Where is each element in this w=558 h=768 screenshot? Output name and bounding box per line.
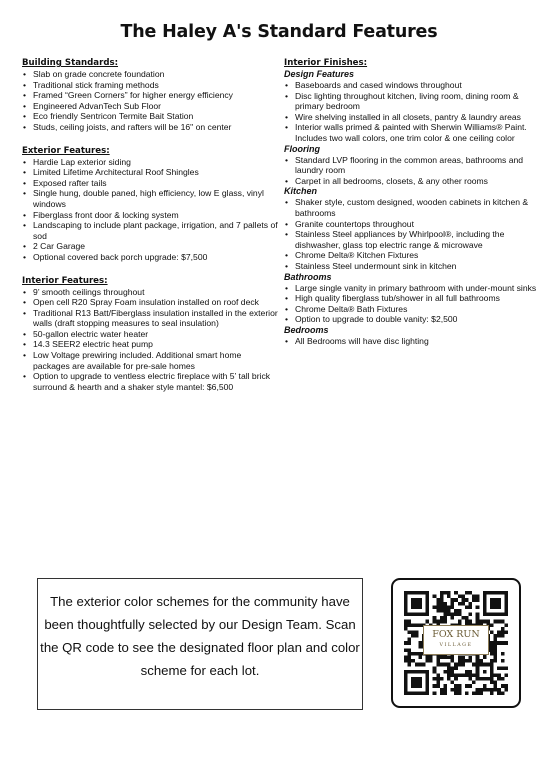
kitchen-list xyxy=(284,197,542,271)
list-item: • Option to upgrade to double vanity: $2,500 xyxy=(284,314,542,325)
list-item: • Baseboards and cased windows throughout xyxy=(284,80,542,91)
list-item: • Standard LVP flooring in the common areas, bathrooms and laundry room xyxy=(284,155,542,176)
list-item: • Engineered AdvanTech Sub Floor xyxy=(22,101,278,112)
list-item: • Optional covered back porch upgrade: $7,500 xyxy=(22,252,278,263)
list-item: • Traditional R13 Batt/Fiberglass insulation installed in the exterior walls (draft stopping measures to seal insulation) xyxy=(22,308,278,329)
page-title: The Haley A's Standard Features xyxy=(120,22,438,42)
flooring-subheading: Flooring xyxy=(284,143,320,154)
list-item: • 50-gallon electric water heater xyxy=(22,329,278,340)
left-column xyxy=(22,58,278,392)
list-item: • Landscaping to include plant package, irrigation, and 7 pallets of sod xyxy=(22,220,278,241)
list-item: • Wire shelving installed in all closets, pantry & laundry areas xyxy=(284,112,542,123)
kitchen-subheading: Kitchen xyxy=(284,186,318,197)
fox-run-logo xyxy=(423,625,489,655)
interior-finishes-heading: Interior Finishes: xyxy=(284,58,368,68)
building-standards-heading: Building Standards: xyxy=(22,58,119,68)
bathrooms-subheading: Bathrooms xyxy=(284,271,332,282)
list-item: • Stainless Steel appliances by Whirlpool®, including the dishwasher, glass top electric range & microwave xyxy=(284,229,542,250)
list-item: • Traditional stick framing methods xyxy=(22,80,278,91)
list-item: • Shaker style, custom designed, wooden cabinets in kitchen & bathrooms xyxy=(284,197,542,218)
list-item: • Interior walls primed & painted with Sherwin Williams® Paint. Includes two wall colors, one trim color & one ceiling color xyxy=(284,122,542,143)
list-item: • Framed “Green Corners” for higher energy efficiency xyxy=(22,90,278,101)
logo-sub-text: VILLAGE xyxy=(439,643,473,648)
bedrooms-list xyxy=(284,336,542,347)
list-item: • Single hung, double paned, high efficiency, low E glass, vinyl windows xyxy=(22,188,278,209)
list-item: • Carpet in all bedrooms, closets, & any other rooms xyxy=(284,176,542,187)
interior-features-list xyxy=(22,287,278,393)
bedrooms-subheading: Bedrooms xyxy=(284,324,329,335)
color-scheme-info-box: The exterior color schemes for the community have been thoughtfully selected by our Design Team. Scan the QR code to see the designated floor plan and color scheme for each lot. xyxy=(37,578,363,710)
flooring-list xyxy=(284,155,542,187)
list-item: • Eco friendly Sentricon Termite Bait Station xyxy=(22,111,278,122)
right-column xyxy=(284,58,542,346)
list-item: • Granite countertops throughout xyxy=(284,219,542,230)
logo-main-text: FOX RUN xyxy=(432,629,480,640)
list-item: • Hardie Lap exterior siding xyxy=(22,157,278,168)
list-item: • Studs, ceiling joists, and rafters will be 16" on center xyxy=(22,122,278,133)
list-item: • Chrome Delta® Kitchen Fixtures xyxy=(284,250,542,261)
building-standards-list xyxy=(22,69,278,133)
exterior-features-heading: Exterior Features: xyxy=(22,145,110,156)
list-item: • Disc lighting throughout kitchen, living room, dining room & primary bedroom xyxy=(284,91,542,112)
exterior-features-list xyxy=(22,157,278,263)
list-item: • All Bedrooms will have disc lighting xyxy=(284,336,542,347)
list-item: • Exposed rafter tails xyxy=(22,178,278,189)
list-item: • Option to upgrade to ventless electric fireplace with 5’ tall brick surround & hearth and a shaker style mantel: $6,500 xyxy=(22,371,278,392)
list-item: • Fiberglass front door & locking system xyxy=(22,210,278,221)
bathrooms-list xyxy=(284,283,542,325)
list-item: • Slab on grade concrete foundation xyxy=(22,69,278,80)
list-item: • 14.3 SEER2 electric heat pump xyxy=(22,339,278,350)
list-item: • Stainless Steel undermount sink in kitchen xyxy=(284,261,542,272)
design-features-list xyxy=(284,80,542,144)
qr-code-frame[interactable] xyxy=(391,578,521,708)
list-item: • Large single vanity in primary bathroom with under-mount sinks xyxy=(284,283,542,294)
list-item: • Limited Lifetime Architectural Roof Shingles xyxy=(22,167,278,178)
list-item: • 9’ smooth ceilings throughout xyxy=(22,287,278,298)
design-features-subheading: Design Features xyxy=(284,69,355,79)
interior-features-heading: Interior Features: xyxy=(22,275,108,286)
list-item: • Open cell R20 Spray Foam insulation installed on roof deck xyxy=(22,297,278,308)
list-item: • 2 Car Garage xyxy=(22,241,278,252)
list-item: • High quality fiberglass tub/shower in all full bathrooms xyxy=(284,293,542,304)
list-item: • Chrome Delta® Bath Fixtures xyxy=(284,304,542,315)
list-item: • Low Voltage prewiring included. Additional smart home packages are available for pre-sale homes xyxy=(22,350,278,371)
